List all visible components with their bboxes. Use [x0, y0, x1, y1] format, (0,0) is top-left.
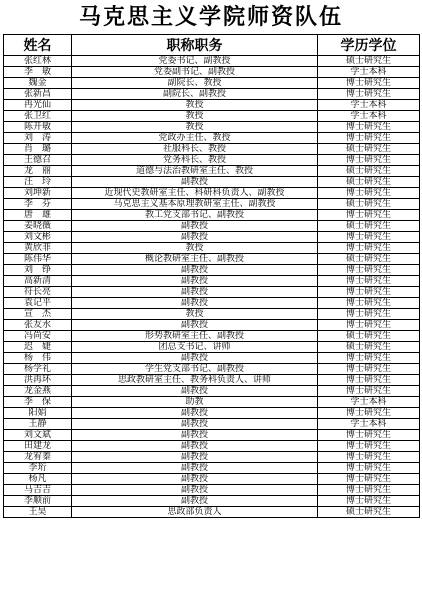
- cell-name: 刘文彬: [4, 232, 72, 243]
- cell-name: 迟 婕: [4, 342, 72, 353]
- page-title: 马克思主义学院师资队伍: [78, 4, 343, 30]
- cell-title: 教授: [72, 100, 318, 111]
- cell-name: 刘 涛: [4, 133, 72, 144]
- cell-edu: 博士研究生: [318, 232, 420, 243]
- cell-edu: 博士研究生: [318, 89, 420, 100]
- cell-title: 教授: [72, 111, 318, 122]
- cell-edu: 博士研究生: [318, 375, 420, 386]
- cell-title: 副教授: [72, 408, 318, 419]
- cell-name: 李 敏: [4, 67, 72, 78]
- cell-edu: 博士研究生: [318, 265, 420, 276]
- cell-name: 龙宥蓁: [4, 452, 72, 463]
- table-row: [4, 254, 420, 265]
- cell-title: 副教授: [72, 221, 318, 232]
- cell-title: 助教: [72, 397, 318, 408]
- cell-name: 李 芬: [4, 199, 72, 210]
- cell-edu: 硕士研究生: [318, 56, 420, 67]
- cell-edu: 学士本科: [318, 397, 420, 408]
- cell-name: 王昊: [4, 507, 72, 518]
- cell-edu: 博士研究生: [318, 243, 420, 254]
- table-row: [4, 210, 420, 221]
- table-row: [4, 133, 420, 144]
- cell-title: 副教授: [72, 276, 318, 287]
- cell-title: 党委书记、副教授: [72, 56, 318, 67]
- table-row: [4, 243, 420, 254]
- cell-title: 学生党支部书记、副教授: [72, 364, 318, 375]
- cell-name: 黄欣菲: [4, 243, 72, 254]
- cell-name: 马吉吉: [4, 485, 72, 496]
- cell-edu: 博士研究生: [318, 496, 420, 507]
- table-row: [4, 199, 420, 210]
- cell-edu: 博士研究生: [318, 474, 420, 485]
- cell-name: 张红林: [4, 56, 72, 67]
- cell-title: 党务科长、教授: [72, 155, 318, 166]
- table-row: [4, 452, 420, 463]
- table-row: [4, 441, 420, 452]
- table-row: [4, 364, 420, 375]
- table-row: [4, 419, 420, 430]
- cell-name: 唐 雄: [4, 210, 72, 221]
- table-row: [4, 67, 420, 78]
- cell-title: 概论教研室主任、副教授: [72, 254, 318, 265]
- cell-name: 杨凡: [4, 474, 72, 485]
- cell-name: 冯尚安: [4, 331, 72, 342]
- cell-title: 副教授: [72, 320, 318, 331]
- cell-title: 副教授: [72, 419, 318, 430]
- cell-edu: 博士研究生: [318, 133, 420, 144]
- cell-name: 田建龙: [4, 441, 72, 452]
- cell-name: 李顺前: [4, 496, 72, 507]
- cell-title: 马克思主义基本原理教研室主任、副教授: [72, 199, 318, 210]
- cell-edu: 硕士研究生: [318, 221, 420, 232]
- cell-edu: 硕士研究生: [318, 144, 420, 155]
- cell-edu: 博士研究生: [318, 122, 420, 133]
- header-title: 职称职务: [72, 35, 318, 56]
- table-row: [4, 408, 420, 419]
- cell-edu: 学士本科: [318, 67, 420, 78]
- cell-edu: 硕士研究生: [318, 177, 420, 188]
- cell-title: 副教授: [72, 177, 318, 188]
- table-row: [4, 166, 420, 177]
- cell-edu: 硕士研究生: [318, 342, 420, 353]
- cell-name: 符长亮: [4, 287, 72, 298]
- table-row: [4, 375, 420, 386]
- cell-title: 形势教研室主任、副教授: [72, 331, 318, 342]
- table-header: [4, 35, 420, 56]
- cell-title: 副教授: [72, 287, 318, 298]
- cell-name: 陈伟华: [4, 254, 72, 265]
- cell-title: 教工党支部书记、副教授: [72, 210, 318, 221]
- cell-title: 副教授: [72, 441, 318, 452]
- cell-edu: 博士研究生: [318, 463, 420, 474]
- cell-edu: 硕士研究生: [318, 507, 420, 518]
- cell-name: 杨学礼: [4, 364, 72, 375]
- cell-name: 刘 铮: [4, 265, 72, 276]
- cell-title: 副教授: [72, 386, 318, 397]
- cell-edu: 博士研究生: [318, 353, 420, 364]
- cell-title: 副教授: [72, 298, 318, 309]
- cell-edu: 博士研究生: [318, 298, 420, 309]
- cell-name: 张卫红: [4, 111, 72, 122]
- header-row: [4, 35, 420, 56]
- cell-title: 教授: [72, 122, 318, 133]
- cell-title: 副教授: [72, 485, 318, 496]
- cell-title: 副教授: [72, 353, 318, 364]
- cell-title: 思政教研室主任、教务科负责人、讲师: [72, 375, 318, 386]
- table-row: [4, 331, 420, 342]
- table-row: [4, 386, 420, 397]
- cell-title: 教授: [72, 243, 318, 254]
- cell-title: 社服科长、教授: [72, 144, 318, 155]
- cell-title: 党政办主任、教授: [72, 133, 318, 144]
- cell-title: 副教授: [72, 496, 318, 507]
- table-row: [4, 232, 420, 243]
- cell-title: 副教授: [72, 463, 318, 474]
- cell-name: 李 保: [4, 397, 72, 408]
- table-row: [4, 89, 420, 100]
- table-row: [4, 78, 420, 89]
- table-row: [4, 507, 420, 518]
- cell-name: 陈开敏: [4, 122, 72, 133]
- cell-name: 姜晓薇: [4, 221, 72, 232]
- table-row: [4, 342, 420, 353]
- cell-name: 张友水: [4, 320, 72, 331]
- cell-title: 党委副书记、副教授: [72, 67, 318, 78]
- cell-edu: 博士研究生: [318, 386, 420, 397]
- faculty-table: [3, 34, 420, 518]
- cell-edu: 博士研究生: [318, 452, 420, 463]
- cell-title: 副教授: [72, 430, 318, 441]
- cell-edu: 硕士研究生: [318, 331, 420, 342]
- table-row: [4, 309, 420, 320]
- cell-title: 副院长、教授: [72, 78, 318, 89]
- cell-name: 杨 伟: [4, 353, 72, 364]
- cell-edu: 博士研究生: [318, 364, 420, 375]
- table-row: [4, 56, 420, 67]
- table-row: [4, 188, 420, 199]
- cell-name: 汪 玲: [4, 177, 72, 188]
- cell-title: 副教授: [72, 474, 318, 485]
- cell-edu: 博士研究生: [318, 309, 420, 320]
- cell-title: 道德与法治教研室主任、教授: [72, 166, 318, 177]
- cell-edu: 学士本科: [318, 100, 420, 111]
- cell-edu: 博士研究生: [318, 485, 420, 496]
- cell-edu: 博士研究生: [318, 441, 420, 452]
- table-row: [4, 122, 420, 133]
- cell-name: 张新昌: [4, 89, 72, 100]
- cell-name: 宣 杰: [4, 309, 72, 320]
- cell-title: 副教授: [72, 265, 318, 276]
- cell-edu: 学士本科: [318, 419, 420, 430]
- cell-title: 近现代史教研室主任、科研科负责人、副教授: [72, 188, 318, 199]
- cell-title: 副教授: [72, 232, 318, 243]
- cell-name: 龙 丽: [4, 166, 72, 177]
- table-row: [4, 221, 420, 232]
- table-row: [4, 144, 420, 155]
- table-row: [4, 287, 420, 298]
- cell-title: 思政部负责人: [72, 507, 318, 518]
- cell-edu: 硕士研究生: [318, 166, 420, 177]
- cell-edu: 学士本科: [318, 111, 420, 122]
- cell-name: 高新清: [4, 276, 72, 287]
- table-row: [4, 463, 420, 474]
- cell-edu: 博士研究生: [318, 408, 420, 419]
- cell-edu: 博士研究生: [318, 210, 420, 221]
- cell-edu: 硕士研究生: [318, 254, 420, 265]
- cell-name: 阳娟: [4, 408, 72, 419]
- cell-name: 魏金: [4, 78, 72, 89]
- cell-edu: 硕士研究生: [318, 199, 420, 210]
- header-name: 姓名: [4, 35, 72, 56]
- cell-edu: 博士研究生: [318, 276, 420, 287]
- cell-title: 教授: [72, 309, 318, 320]
- table-row: [4, 100, 420, 111]
- cell-edu: 博士研究生: [318, 155, 420, 166]
- table-row: [4, 298, 420, 309]
- cell-edu: 博士研究生: [318, 188, 420, 199]
- table-row: [4, 155, 420, 166]
- cell-name: 袁记平: [4, 298, 72, 309]
- table-row: [4, 265, 420, 276]
- table-body: [4, 56, 420, 518]
- cell-edu: 博士研究生: [318, 320, 420, 331]
- table-row: [4, 430, 420, 441]
- cell-name: 刘坤新: [4, 188, 72, 199]
- table-row: [4, 353, 420, 364]
- table-row: [4, 276, 420, 287]
- cell-title: 团总支书记、讲师: [72, 342, 318, 353]
- table-row: [4, 496, 420, 507]
- table-row: [4, 177, 420, 188]
- header-edu: 学历学位: [318, 35, 420, 56]
- table-row: [4, 485, 420, 496]
- table-row: [4, 474, 420, 485]
- cell-name: 龙金燕: [4, 386, 72, 397]
- table-row: [4, 397, 420, 408]
- cell-name: 刘文斌: [4, 430, 72, 441]
- cell-name: 肖 璐: [4, 144, 72, 155]
- cell-edu: 博士研究生: [318, 430, 420, 441]
- cell-title: 副教授: [72, 452, 318, 463]
- cell-name: 洪再环: [4, 375, 72, 386]
- table-row: [4, 111, 420, 122]
- cell-name: 李珩: [4, 463, 72, 474]
- cell-name: 王德召: [4, 155, 72, 166]
- cell-name: 王静: [4, 419, 72, 430]
- cell-edu: 博士研究生: [318, 78, 420, 89]
- table-row: [4, 320, 420, 331]
- cell-title: 副院长、副教授: [72, 89, 318, 100]
- cell-edu: 博士研究生: [318, 287, 420, 298]
- cell-name: 冉光仙: [4, 100, 72, 111]
